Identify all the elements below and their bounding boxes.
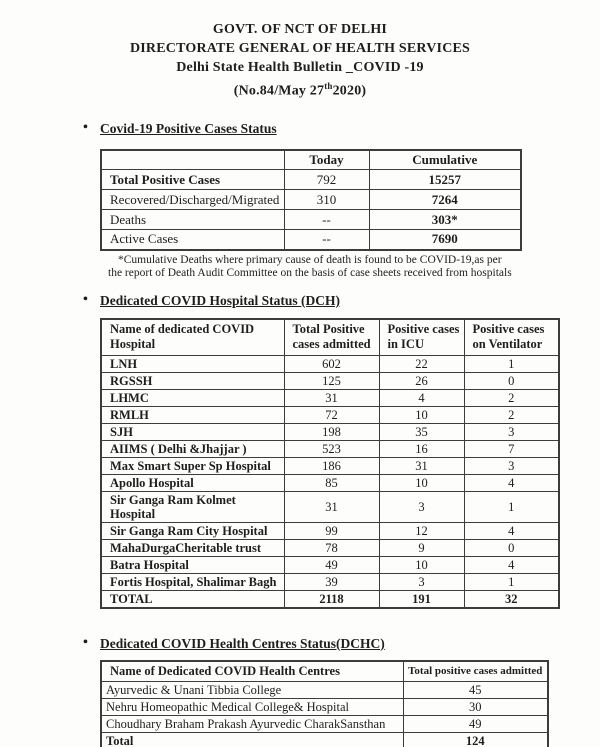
table-row [101,715,548,732]
bulletin-number-prefix: (No.84/May 27 [233,83,325,99]
total-ventilator-value: 32 [464,590,559,608]
header-line-bulletin-number [0,77,600,101]
today-value: -- [284,210,369,230]
footnote-line-2: the report of Death Audit Committee on the basis of case sheets received from hospitals [108,266,512,279]
table-row [101,170,521,190]
table-row [101,698,548,715]
column-header-admitted: Total Positive cases admitted [284,319,379,356]
admitted-value: 85 [284,474,379,491]
row-label: Active Cases [101,230,284,250]
table-row [101,406,559,423]
column-header-blank [101,150,284,170]
table-row [101,230,521,250]
icu-value: 3 [379,573,464,590]
centre-name: Ayurvedic & Unani Tibbia College [101,681,403,698]
today-value: 792 [284,170,369,190]
icu-value: 31 [379,457,464,474]
total-label: Total [101,732,403,747]
hospital-name: Max Smart Super Sp Hospital [101,457,284,474]
admitted-value: 125 [284,372,379,389]
column-header-hospital-name: Name of dedicated COVID Hospital [101,319,284,356]
admitted-value: 72 [284,406,379,423]
ventilator-value: 1 [464,491,559,522]
table-row [101,522,559,539]
positive-cases-table [100,149,522,251]
table-row [101,440,559,457]
total-label: TOTAL [101,590,284,608]
admitted-value: 198 [284,423,379,440]
table-row [101,457,559,474]
ventilator-value: 4 [464,522,559,539]
admitted-value: 39 [284,573,379,590]
table-row [101,389,559,406]
hospital-name: RGSSH [101,372,284,389]
hospital-name: Apollo Hospital [101,474,284,491]
admitted-value: 186 [284,457,379,474]
hospital-name: Sir Ganga Ram Kolmet Hospital [101,491,284,522]
hospital-name: AIIMS ( Delhi &Jhajjar ) [101,440,284,457]
table-total-row [101,732,548,747]
column-header-today: Today [284,150,369,170]
table-row [101,190,521,210]
ventilator-value: 2 [464,389,559,406]
ventilator-value: 3 [464,457,559,474]
header-line-bulletin-title: Delhi State Health Bulletin _COVID -19 [176,60,424,75]
section-heading-dch [83,291,560,309]
icu-value: 10 [379,474,464,491]
centre-name: Nehru Homeopathic Medical College& Hospital [101,698,403,715]
dchc-health-centres-table [100,660,549,747]
table-row [101,474,559,491]
table-header-row [101,150,521,170]
section-heading-text: Dedicated COVID Hospital Status (DCH) [100,292,341,308]
table-total-row [101,590,559,608]
header-line-directorate: DIRECTORATE GENERAL OF HEALTH SERVICES [129,41,471,56]
admitted-value: 49 [403,715,548,732]
today-value: -- [284,230,369,250]
ventilator-value: 7 [464,440,559,457]
total-admitted-value: 2118 [284,590,379,608]
section-heading-text: Dedicated COVID Health Centres Status(DCHC) [100,635,385,651]
deaths-footnote [100,254,560,280]
admitted-value: 49 [284,556,379,573]
icu-value: 12 [379,522,464,539]
ventilator-value: 4 [464,556,559,573]
total-admitted-value: 124 [403,732,548,747]
icu-value: 22 [379,355,464,372]
ventilator-value: 0 [464,372,559,389]
hospital-name: RMLH [101,406,284,423]
header-line-govt: GOVT. OF NCT OF DELHI [212,22,388,37]
table-row [101,681,548,698]
icu-value: 3 [379,491,464,522]
hospital-name: MahaDurgaCheritable trust [101,539,284,556]
icu-value: 10 [379,556,464,573]
cumulative-value: 7690 [369,230,521,250]
hospital-name: LHMC [101,389,284,406]
column-header-cumulative: Cumulative [369,150,521,170]
admitted-value: 30 [403,698,548,715]
table-row [101,491,559,522]
hospital-name: Sir Ganga Ram City Hospital [101,522,284,539]
icu-value: 9 [379,539,464,556]
bullet-icon: • [83,634,88,650]
section-heading-dchc [83,634,560,652]
column-header-ventilator: Positive cases on Ventilator [464,319,559,356]
bullet-icon: • [83,119,88,135]
admitted-value: 31 [284,491,379,522]
column-header-icu: Positive cases in ICU [379,319,464,356]
table-row [101,423,559,440]
bulletin-number-suffix: 2020) [332,83,367,99]
icu-value: 10 [379,406,464,423]
table-row [101,556,559,573]
bulletin-number-ordinal: th [324,81,333,91]
cumulative-value: 7264 [369,190,521,210]
ventilator-value: 2 [464,406,559,423]
document-header [0,20,600,101]
table-header-row [101,319,559,356]
admitted-value: 78 [284,539,379,556]
total-icu-value: 191 [379,590,464,608]
admitted-value: 602 [284,355,379,372]
admitted-value: 99 [284,522,379,539]
hospital-name: LNH [101,355,284,372]
dch-hospital-table [100,318,560,609]
ventilator-value: 1 [464,355,559,372]
hospital-name: Fortis Hospital, Shalimar Bagh [101,573,284,590]
row-label: Recovered/Discharged/Migrated [101,190,284,210]
cumulative-value: 303* [369,210,521,230]
hospital-name: SJH [101,423,284,440]
column-header-centre-name: Name of Dedicated COVID Health Centres [101,661,403,682]
hospital-name: Batra Hospital [101,556,284,573]
table-header-row [101,661,548,682]
icu-value: 35 [379,423,464,440]
ventilator-value: 0 [464,539,559,556]
icu-value: 26 [379,372,464,389]
ventilator-value: 4 [464,474,559,491]
table-row [101,573,559,590]
section-heading-positive-cases [83,119,560,137]
today-value: 310 [284,190,369,210]
admitted-value: 31 [284,389,379,406]
row-label: Total Positive Cases [101,170,284,190]
admitted-value: 523 [284,440,379,457]
icu-value: 16 [379,440,464,457]
centre-name: Choudhary Braham Prakash Ayurvedic CharakSansthan [101,715,403,732]
cumulative-value: 15257 [369,170,521,190]
section-heading-text: Covid-19 Positive Cases Status [100,120,277,136]
table-row [101,355,559,372]
admitted-value: 45 [403,681,548,698]
row-label: Deaths [101,210,284,230]
bullet-icon: • [83,291,88,307]
table-row [101,539,559,556]
footnote-line-1: *Cumulative Deaths where primary cause of death is found to be COVID-19,as per [118,253,502,266]
table-row [101,372,559,389]
icu-value: 4 [379,389,464,406]
ventilator-value: 1 [464,573,559,590]
table-row [101,210,521,230]
ventilator-value: 3 [464,423,559,440]
column-header-admitted: Total positive cases admitted [403,661,548,682]
